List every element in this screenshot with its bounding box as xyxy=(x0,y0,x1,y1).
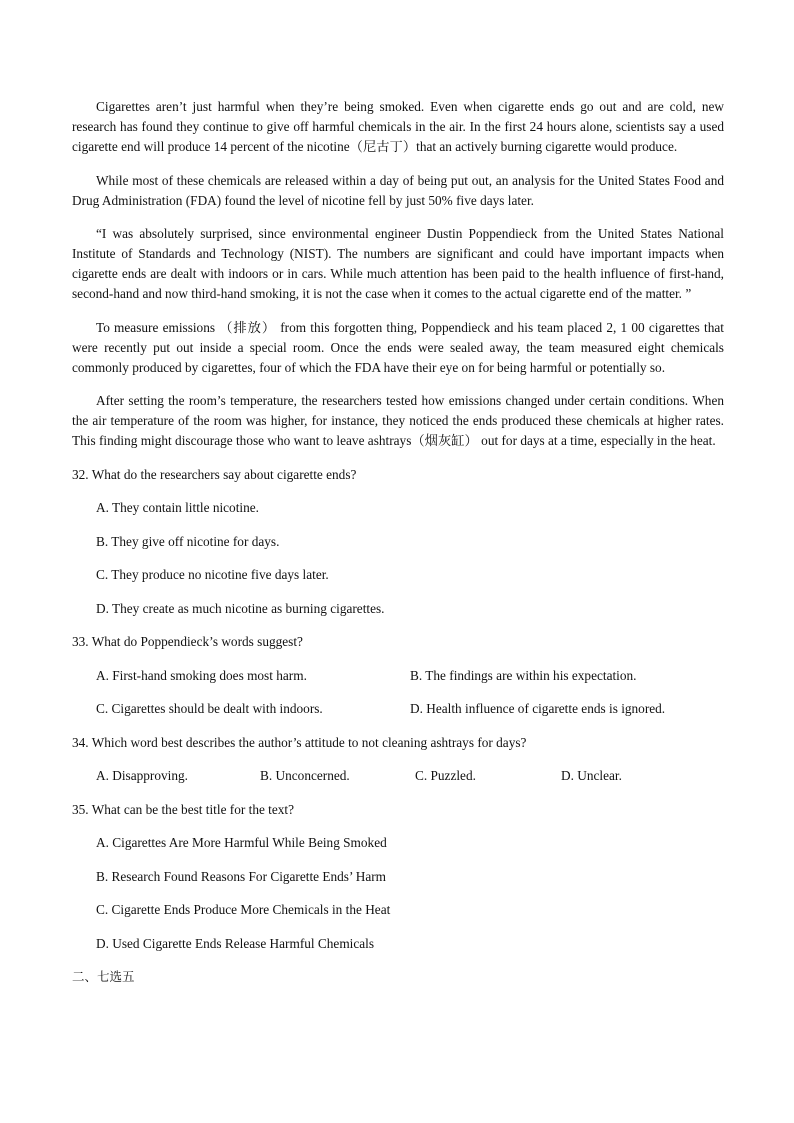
passage-paragraph-5: After setting the room’s temperature, the researchers tested how emissions changed under certain conditions. When the air temperature of the room was higher, for instance, they noticed the ends produced these chemicals at higher rates. This finding might discourage those who want to leave ashtrays（烟灰缸） out for days at a time, especially in the heat. xyxy=(72,393,724,448)
passage-paragraph-4: To measure emissions （排放） from this forgotten thing, Poppendieck and his team placed 2, 1 00 cigarettes that were recently put out inside a special room. Once the ends were sealed away, the team measured eight chemicals commonly produced by cigarettes, four of which the FDA have their eye on for being harmful or potentially so. xyxy=(72,319,724,375)
question-35-option-a: A. Cigarettes Are More Harmful While Being Smoked xyxy=(96,835,387,850)
question-34-options-row xyxy=(96,766,724,786)
question-34-stem: 34. Which word best describes the author’s attitude to not cleaning ashtrays for days? xyxy=(72,734,527,750)
question-33-stem: 33. What do Poppendieck’s words suggest? xyxy=(72,634,303,649)
question-35-option-c: C. Cigarette Ends Produce More Chemicals in the Heat xyxy=(96,902,391,917)
question-34-option-d: D. Unclear. xyxy=(561,768,622,783)
question-32-stem: 32. What do the researchers say about cigarette ends? xyxy=(72,466,357,482)
question-35-stem: 35. What can be the best title for the text? xyxy=(72,801,295,817)
question-32-option-c: C. They produce no nicotine five days later. xyxy=(96,567,329,582)
passage-paragraph-3: “I was absolutely surprised, since environmental engineer Dustin Poppendieck from the United States National Institute of Standards and Technology (NIST). The numbers are significant and could have important impacts when cigarette ends are dealt with indoors or in cars. While much attention has been paid to the health influence of first-hand, second-hand and now third-hand smoking, it is not the case when it comes to the actual cigarette end of the matter. ” xyxy=(72,226,724,301)
section-heading: 二、七选五 xyxy=(72,969,135,984)
exam-page xyxy=(72,97,724,987)
question-33-option-b: B. The findings are within his expectation. xyxy=(410,667,637,683)
question-33-options-row-1 xyxy=(96,666,724,686)
passage-paragraph-2: While most of these chemicals are released within a day of being put out, an analysis for the United States Food and Drug Administration (FDA) found the level of nicotine fell by just 50% five days later. xyxy=(72,172,724,208)
question-35-option-b: B. Research Found Reasons For Cigarette Ends’ Harm xyxy=(96,868,387,884)
passage-paragraph-1: Cigarettes aren’t just harmful when they’re being smoked. Even when cigarette ends go out and are cold, new research has found they continue to give off harmful chemicals in the air. In the first 24 hours alone, scientists say a used cigarette end will produce 14 percent of the nicotine（尼古丁）that an actively burning cigarette would produce. xyxy=(72,99,724,154)
question-33-option-c: C. Cigarettes should be dealt with indoors. xyxy=(96,701,323,716)
question-35-option-d: D. Used Cigarette Ends Release Harmful Chemicals xyxy=(96,935,375,951)
question-34-option-b: B. Unconcerned. xyxy=(260,768,350,783)
question-32-option-d: D. They create as much nicotine as burning cigarettes. xyxy=(96,600,385,616)
question-33-options-row-2 xyxy=(96,699,724,719)
question-33-option-a: A. First-hand smoking does most harm. xyxy=(96,667,307,683)
question-32-option-a: A. They contain little nicotine. xyxy=(96,500,259,515)
question-34-option-a: A. Disapproving. xyxy=(96,768,188,783)
question-34-option-c: C. Puzzled. xyxy=(415,768,476,783)
question-32-option-b: B. They give off nicotine for days. xyxy=(96,533,280,549)
question-33-option-d: D. Health influence of cigarette ends is ignored. xyxy=(410,701,666,716)
